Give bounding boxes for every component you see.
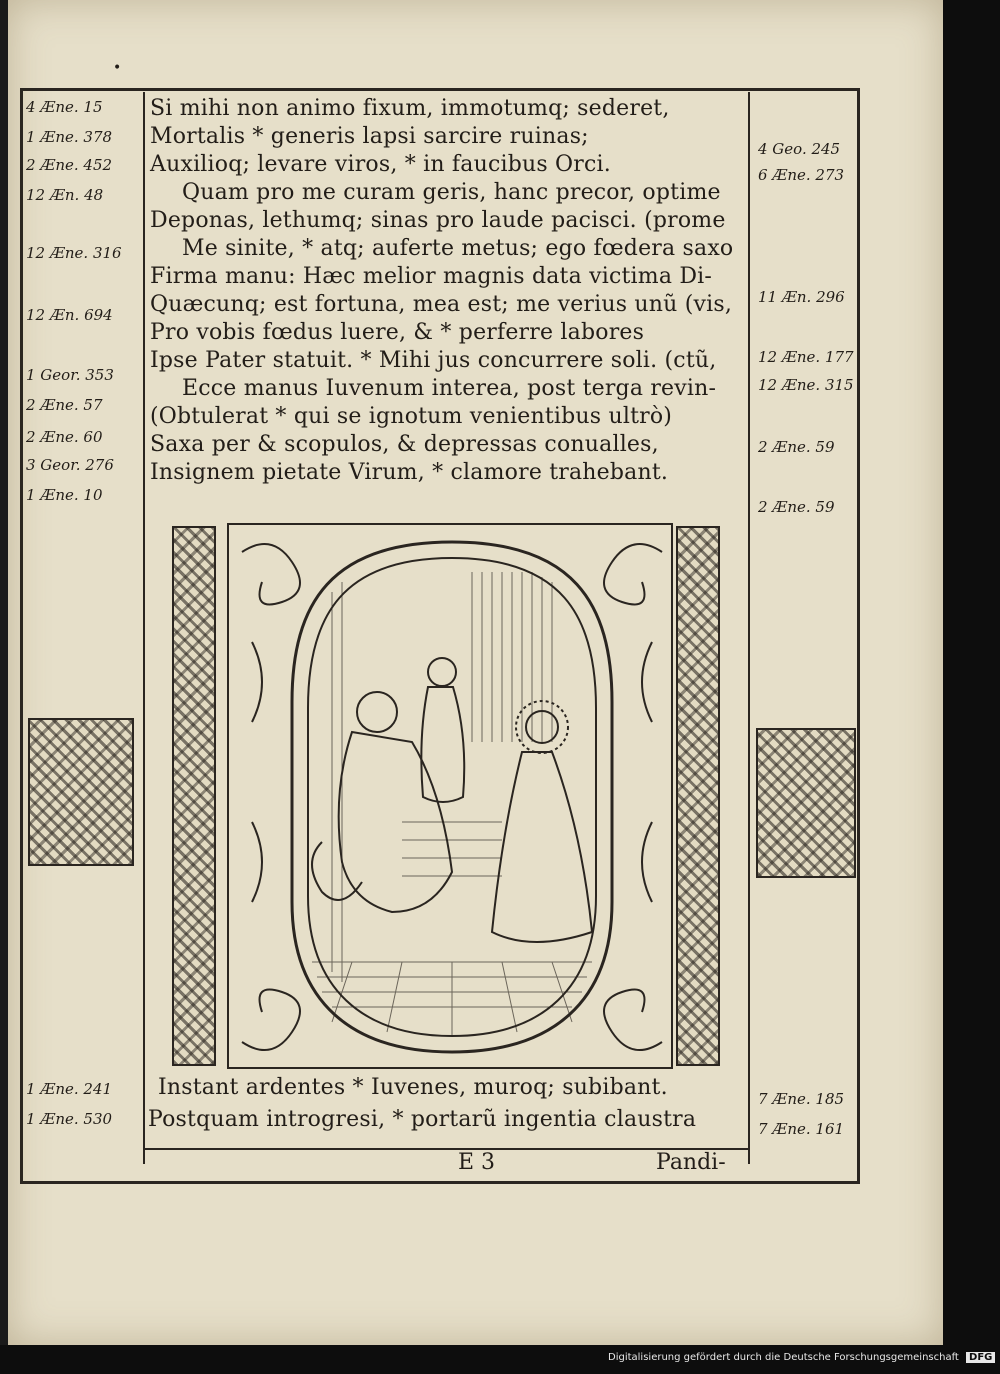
margin-reference: 11 Æn. 296 [758, 288, 845, 306]
woodcut-illustration [172, 522, 732, 1070]
dfg-logo: DFG [966, 1352, 995, 1363]
margin-reference: 1 Æne. 241 [26, 1080, 113, 1098]
margin-reference: 12 Æne. 316 [26, 244, 122, 262]
margin-reference: 4 Geo. 245 [758, 140, 841, 158]
ornament-left-margin [28, 718, 134, 866]
margin-reference: 1 Æne. 378 [26, 128, 113, 146]
scene-hatching [312, 572, 592, 1037]
margin-reference: 3 Geor. 276 [26, 456, 114, 474]
margin-reference: 2 Æne. 452 [26, 156, 113, 174]
margin-reference: 12 Æn. 48 [26, 186, 104, 204]
margin-reference: 2 Æne. 59 [758, 438, 835, 456]
verse-line: Pro vobis fœdus luere, & * perferre labores [150, 320, 645, 345]
margin-reference: 7 Æne. 161 [758, 1120, 845, 1138]
verse-line: Quæcunq; est fortuna, mea est; me verius unũ (vis, [150, 292, 733, 317]
verse-line: Si mihi non animo fixum, immotumq; sederet, [150, 96, 670, 121]
verse-line: Instant ardentes * Iuvenes, muroq; subibant. [158, 1075, 668, 1100]
verse-line: Auxilioq; levare viros, * in faucibus Orci. [150, 152, 611, 177]
top-rule [20, 88, 860, 90]
margin-reference: 1 Æne. 530 [26, 1110, 113, 1128]
margin-reference: 7 Æne. 185 [758, 1090, 845, 1108]
verse-line: Ecce manus Iuvenum interea, post terga revin- [182, 376, 717, 401]
figure-standing [421, 658, 464, 802]
margin-reference: 12 Æne. 177 [758, 348, 854, 366]
right-column-rule [748, 92, 750, 1164]
margin-reference: 2 Æne. 60 [26, 428, 103, 446]
margin-reference: 2 Æne. 59 [758, 498, 835, 516]
page-mark: • [113, 60, 122, 76]
signature-mark: E 3 [458, 1150, 496, 1175]
margin-reference: 2 Æne. 57 [26, 396, 103, 414]
verse-line: Insignem pietate Virum, * clamore trahebant. [150, 460, 669, 485]
margin-reference: 6 Æne. 273 [758, 166, 845, 184]
verse-line: (Obtulerat * qui se ignotum venientibus ultrò) [150, 404, 673, 429]
verse-line: Mortalis * generis lapsi sarcire ruinas; [150, 124, 589, 149]
digitization-notice-text: Digitalisierung gefördert durch die Deutsche Forschungsgemeinschaft [608, 1352, 959, 1363]
margin-reference: 1 Æne. 10 [26, 486, 103, 504]
verse-line: Ipse Pater statuit. * Mihi jus concurrere soli. (ctũ, [150, 348, 717, 373]
digitization-notice [608, 1352, 995, 1363]
ornament-right-margin [756, 728, 856, 878]
book-spine [0, 0, 8, 1345]
verse-line: Me sinite, * atq; auferte metus; ego fœdera saxo [182, 236, 734, 261]
verse-line: Postquam introgresi, * portarũ ingentia claustra [148, 1107, 697, 1132]
margin-reference: 12 Æne. 315 [758, 376, 854, 394]
catchword: Pandi- [656, 1150, 726, 1175]
verse-line: Saxa per & scopulos, & depressas conualles, [150, 432, 659, 457]
verse-line: Quam pro me curam geris, hanc precor, optime [182, 180, 721, 205]
margin-reference: 4 Æne. 15 [26, 98, 103, 116]
left-column-rule [143, 92, 145, 1164]
margin-reference: 1 Geor. 353 [26, 366, 114, 384]
verse-line: Deponas, lethumq; sinas pro laude pacisci. (prome [150, 208, 726, 233]
verse-line: Firma manu: Hæc melior magnis data victima Di- [150, 264, 713, 289]
figure-seated [312, 692, 452, 912]
margin-reference: 12 Æn. 694 [26, 306, 113, 324]
